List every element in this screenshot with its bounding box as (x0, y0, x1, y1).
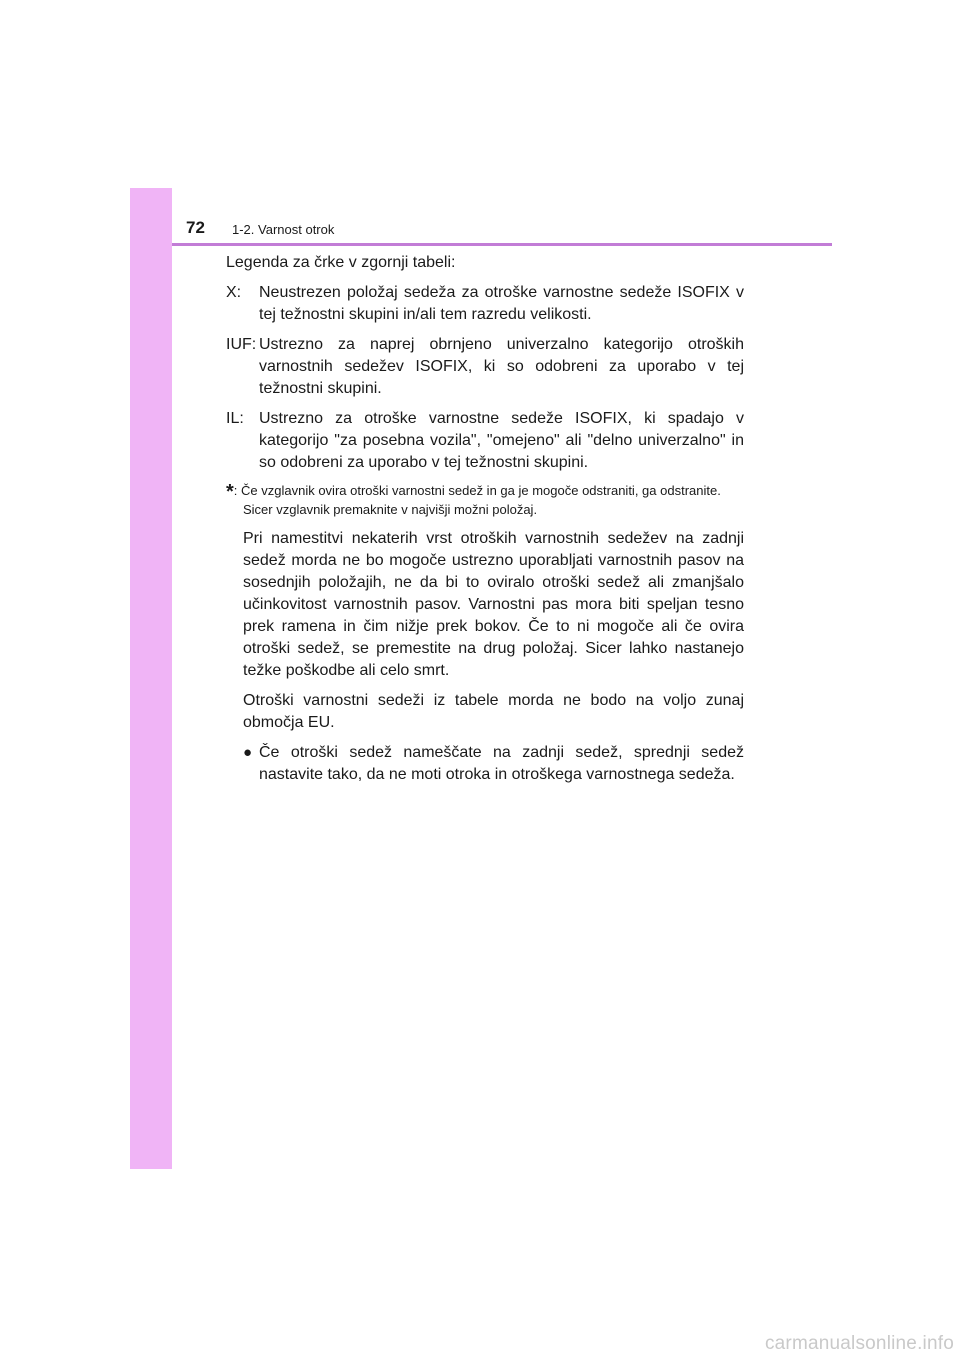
footnote-line-1 (226, 482, 744, 501)
legend-key: X: (226, 284, 242, 301)
footnote-marker: * (226, 481, 234, 503)
legend-key: IL: (226, 410, 244, 427)
legend-title: Legenda za črke v zgornji tabeli: (226, 254, 456, 271)
legend-key: IUF: (226, 336, 257, 353)
legend-item-iuf (226, 334, 744, 400)
legend-item-x (226, 282, 744, 326)
footnote-text: : Če vzglavnik ovira otroški varnostni sedež in ga je mogoče odstraniti, ga odstranite. (233, 483, 721, 498)
footnote-line-2: Sicer vzglavnik premaknite v najvišji možni položaj. (243, 502, 538, 517)
legend-text: Neustrezen položaj sedeža za otroške varnostne sedeže ISOFIX v tej težnostni skupini in/ali tem razredu velikosti. (259, 284, 744, 323)
bullet-item (226, 742, 744, 786)
chapter-side-tab (130, 188, 172, 1169)
legend-text: Ustrezno za naprej obrnjeno univerzalno kategorijo otroških varnostnih sedežev ISOFIX, ki so odobreni za uporabo v tej težnostni skupini. (259, 336, 744, 397)
watermark: carmanualsonline.info (764, 1333, 954, 1354)
caution-paragraph: Pri namestitvi nekaterih vrst otroških varnostnih sedežev na zadnji sedež morda ne bo mogoče ustrezno uporabljati varnostnih pasov na sosednjih položajih, ne da bi to oviralo otroški sedež ali zmanjšalo učinkovitost varnostnih pasov. Varnostni pas mora biti speljan tesno prek ramena in čim nižje prek bokov. Če to ni mogoče ali če ovira otroški sedež, se premestite na drug položaj. Sicer lahko nastanejo težke poškodbe ali celo smrt. (243, 530, 744, 679)
section-title: 1-2. Varnost otrok (232, 222, 335, 237)
page-body (226, 252, 744, 786)
footnote (226, 482, 744, 518)
legend-item-il (226, 408, 744, 474)
header-divider (172, 243, 832, 246)
page-number: 72 (186, 218, 205, 237)
bullet-text: Če otroški sedež nameščate na zadnji sedež, sprednji sedež nastavite tako, da ne moti otroka in otroškega varnostnega sedeža. (259, 744, 744, 783)
availability-paragraph: Otroški varnostni sedeži iz tabele morda ne bodo na voljo zunaj območja EU. (243, 692, 744, 731)
legend-text: Ustrezno za otroške varnostne sedeže ISOFIX, ki spadajo v kategorijo "za posebna vozila", "omejeno" ali "delno univerzalno" in so odobreni za uporabo v tej težnostni skupini. (259, 410, 744, 471)
bullet-dot-icon: ● (243, 744, 253, 761)
